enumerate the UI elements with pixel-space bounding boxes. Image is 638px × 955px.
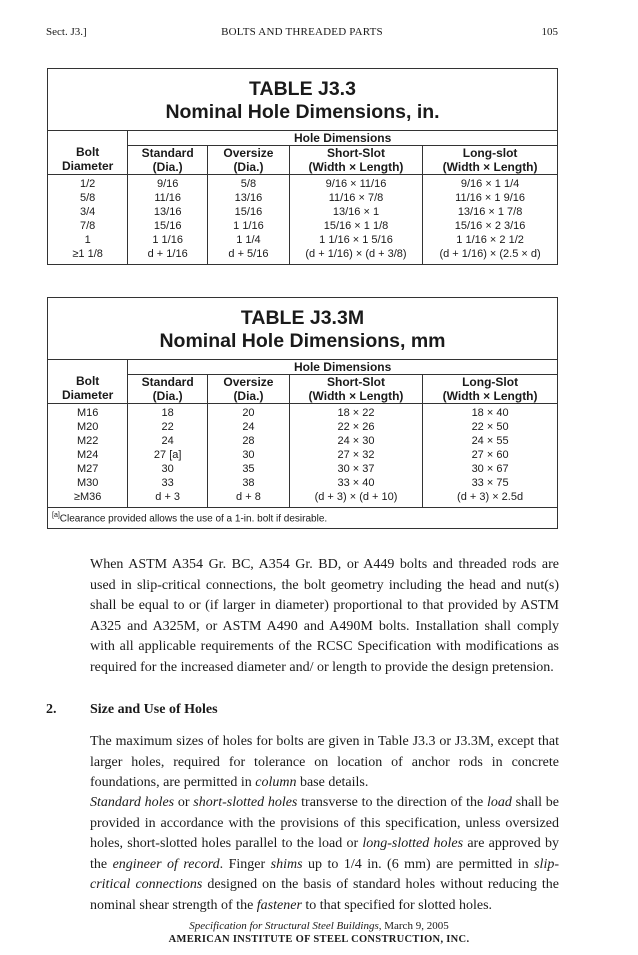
table-row (48, 192, 557, 206)
table-cell: 27 × 60 (423, 449, 557, 463)
table-cell: 24 × 55 (423, 435, 557, 449)
table-cell: d + 8 (208, 491, 290, 507)
table-cell: 5/8 (208, 175, 290, 193)
page-number: 105 (541, 26, 558, 38)
table-j3-3m (47, 297, 558, 529)
column-header-bolt-diameter: Bolt Diameter (48, 131, 128, 175)
table-cell: 13/16 × 1 (289, 206, 422, 220)
table-cell: 11/16 × 1 9/16 (423, 192, 557, 206)
hole-dimensions-table-mm (48, 360, 557, 507)
table-row (48, 404, 557, 422)
table-title (48, 69, 557, 131)
table-cell: 1/2 (79, 178, 96, 191)
table-cell: 15/16 × 1 1/8 (289, 220, 422, 234)
table-row (48, 234, 557, 248)
table-cell: 30 (128, 463, 208, 477)
defined-term: slip-critical connections (90, 856, 559, 892)
column-header-oversize: Oversize (Dia.) (208, 146, 290, 175)
defined-term: fastener (256, 897, 302, 913)
table-cell: 5/8 (79, 192, 96, 205)
running-header (46, 26, 558, 40)
table-cell: 22 × 50 (423, 421, 557, 435)
table-cell: 9/16 × 11/16 (289, 175, 422, 193)
paragraph-bolt-geometry: When ASTM A354 Gr. BC, A354 Gr. BD, or A449 bolts and threaded rods are used in slip-critical connections, the bolt geometry including the head and nut(s) shall be equal to or (if larger in diameter) proportional to that provided by ASTM A325 and A325M, or ASTM A490 and A490M bolts. Installation shall comply with all applicable requirements of the RCSC Specification with modifications as required for the increased diameter and/ or length to provide the design pretension. (90, 557, 559, 675)
table-cell: (d + 1/16) × (d + 3/8) (289, 248, 422, 264)
table-cell: 24 × 30 (289, 435, 422, 449)
table-row (48, 175, 557, 193)
footer-citation: Specification for Structural Steel Buildings, March 9, 2005 (189, 920, 449, 932)
table-cell: 11/16 (128, 192, 208, 206)
table-cell: d + 3 (128, 491, 208, 507)
table-cell: 27 × 32 (289, 449, 422, 463)
defined-term: load (486, 795, 512, 810)
table-number: TABLE J3.3M (240, 307, 365, 329)
table-cell: 1 1/16 × 2 1/2 (423, 234, 557, 248)
table-cell: 15/16 × 2 3/16 (423, 220, 557, 234)
table-cell: (d + 1/16) × (2.5 × d) (423, 248, 557, 264)
hole-dimensions-table-in (48, 131, 557, 264)
table-row (48, 449, 557, 463)
column-header-standard: Standard (Dia.) (128, 146, 208, 175)
column-header-long-slot: Long-Slot (Width × Length) (423, 375, 557, 404)
table-cell: d + 5/16 (208, 248, 290, 264)
table-row (48, 477, 557, 491)
section-number: 2. (46, 702, 57, 717)
section-title: Size and Use of Holes (90, 702, 218, 717)
table-cell: 13/16 × 1 7/8 (423, 206, 557, 220)
table-title (48, 298, 557, 360)
table-cell: M16 (76, 407, 99, 420)
footer-publisher: AMERICAN INSTITUTE OF STEEL CONSTRUCTION, INC. (168, 934, 470, 945)
table-cell: 9/16 × 1 1/4 (423, 175, 557, 193)
column-header-bolt-diameter: Bolt Diameter (48, 360, 128, 404)
table-cell: 1 1/16 (208, 220, 290, 234)
page-footer (0, 920, 638, 946)
running-title: BOLTS AND THREADED PARTS (221, 26, 383, 38)
table-body (48, 404, 557, 508)
section-reference: Sect. J3.] (46, 26, 87, 38)
table-caption: Nominal Hole Dimensions, in. (165, 101, 440, 123)
footnote-marker: [a] (52, 512, 60, 519)
footnote-text: Clearance provided allows the use of a 1-in. bolt if desirable. (59, 513, 328, 525)
table-cell: M27 (76, 463, 99, 476)
table-cell: 15/16 (208, 206, 290, 220)
table-cell: 33 (128, 477, 208, 491)
table-cell: 18 × 40 (423, 404, 557, 422)
table-row (48, 463, 557, 477)
table-cell: M24 (76, 449, 99, 462)
table-cell: 1 1/4 (208, 234, 290, 248)
group-header-hole-dimensions: Hole Dimensions (128, 360, 557, 375)
paragraph-hole-sizes: The maximum sizes of holes for bolts are given in Table J3.3 or J3.3M, except that larger holes, required for tolerance on location of anchor rods in concrete foundations, are permitted in column base details. (90, 734, 559, 790)
column-header-short-slot: Short-Slot (Width × Length) (289, 146, 422, 175)
table-cell: d + 1/16 (128, 248, 208, 264)
defined-term: Standard holes (90, 795, 175, 810)
table-cell: 24 (208, 421, 290, 435)
table-cell: 13/16 (208, 192, 290, 206)
defined-term: shims (270, 856, 303, 872)
table-cell: 7/8 (79, 220, 96, 233)
table-cell: 9/16 (128, 175, 208, 193)
paragraph-hole-use: Standard holes or short-slotted holes transverse to the direction of the load shall be provided in accordance with the provisions of this specification, unless oversized holes, short-slotted holes parallel to the load or long-slotted holes are approved by the engineer of record. Finger shims up to 1/4 in. (6 mm) are permitted in slip-critical connections designed on the basis of standard holes without reducing the nominal shear strength of the fastener to that specified for slotted holes. (90, 795, 560, 913)
table-cell: M22 (76, 435, 99, 448)
table-cell: 15/16 (128, 220, 208, 234)
table-row (48, 491, 557, 507)
table-cell: 1 1/16 (128, 234, 208, 248)
table-cell: 27 [a] (128, 449, 208, 463)
table-cell: 30 × 37 (289, 463, 422, 477)
table-cell: (d + 3) × (d + 10) (289, 491, 422, 507)
table-cell: 38 (208, 477, 290, 491)
table-j3-3 (47, 68, 558, 265)
table-cell: 30 (208, 449, 290, 463)
table-cell: M20 (76, 421, 99, 434)
table-cell: (d + 3) × 2.5d (423, 491, 557, 507)
defined-term: column (255, 775, 297, 790)
table-cell: 30 × 67 (423, 463, 557, 477)
table-row (48, 220, 557, 234)
table-caption: Nominal Hole Dimensions, mm (159, 330, 446, 352)
column-header-long-slot: Long-slot (Width × Length) (423, 146, 557, 175)
table-cell: 1 1/16 × 1 5/16 (289, 234, 422, 248)
column-header-oversize: Oversize (Dia.) (208, 375, 290, 404)
table-cell: 20 (208, 404, 290, 422)
table-cell: 33 × 75 (423, 477, 557, 491)
table-cell: ≥1 1/8 (72, 248, 103, 261)
table-number: TABLE J3.3 (249, 78, 356, 100)
column-header-short-slot: Short-Slot (Width × Length) (289, 375, 422, 404)
table-row (48, 435, 557, 449)
table-row (48, 206, 557, 220)
table-cell: ≥M36 (73, 491, 102, 504)
table-cell: 35 (208, 463, 290, 477)
table-cell: 3/4 (79, 206, 96, 219)
table-cell: 18 (128, 404, 208, 422)
table-cell: 18 × 22 (289, 404, 422, 422)
table-cell: 24 (128, 435, 208, 449)
table-cell: 13/16 (128, 206, 208, 220)
column-header-standard: Standard (Dia.) (128, 375, 208, 404)
table-row (48, 248, 557, 264)
table-cell: M30 (76, 477, 99, 490)
table-footnote (48, 507, 557, 528)
table-body (48, 175, 557, 265)
table-cell: 22 × 26 (289, 421, 422, 435)
table-cell: 1 (84, 234, 91, 247)
table-row (48, 421, 557, 435)
table-cell: 33 × 40 (289, 477, 422, 491)
table-cell: 11/16 × 7/8 (289, 192, 422, 206)
table-cell: 28 (208, 435, 290, 449)
group-header-hole-dimensions: Hole Dimensions (128, 131, 557, 146)
defined-term: short-slotted holes (193, 795, 298, 810)
defined-term: engineer of record (112, 856, 220, 872)
defined-term: long-slotted holes (362, 836, 464, 851)
table-cell: 22 (128, 421, 208, 435)
